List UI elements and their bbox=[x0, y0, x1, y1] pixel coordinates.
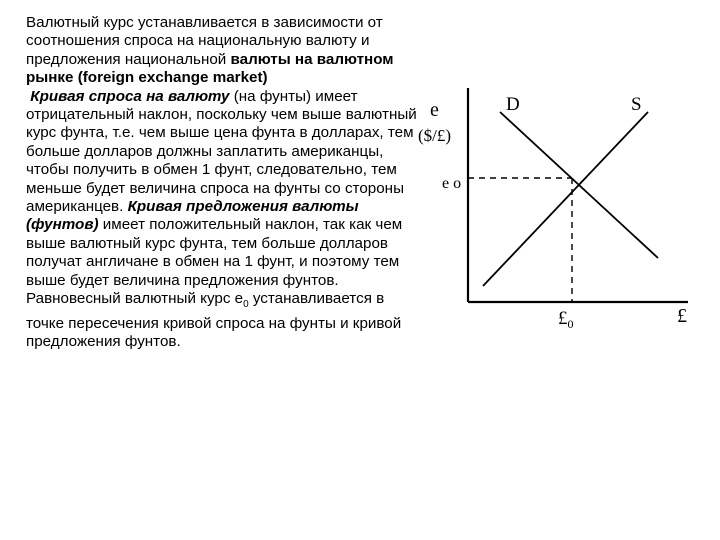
equilibrium-subscript: 0 bbox=[243, 299, 249, 311]
equilibrium-quantity-symbol: £ bbox=[558, 308, 568, 329]
demand-curve-text: (на фунты) имеет отрицательный наклон, поскольку чем выше валютный курс фунта, т.е. чем выше цена фунта в долларах, тем больше долларов должны заплатить американцы, чтобы получить в обмен 1 фунт, следовательно, тем меньше будет величина спроса на фунты со стороны американцев. bbox=[26, 87, 417, 216]
y-axis-unit: ($/£) bbox=[418, 126, 452, 145]
equilibrium-rate-label: e o bbox=[442, 175, 462, 192]
y-axis-label: e bbox=[430, 99, 439, 121]
supply-label: S bbox=[631, 94, 642, 115]
equilibrium-quantity-subscript: 0 bbox=[567, 317, 574, 331]
demand-label: D bbox=[506, 94, 520, 115]
supply-curve-text: имеет положительный наклон, так как чем выше валютный курс фунта, тем больше долларов получат англичане в обмен на 1 фунт, и поэтому тем выше будет величина предложения фунтов. Равновесный валютный курс e bbox=[26, 216, 403, 308]
supply-curve-term: Кривая предложения валюты (фунтов) bbox=[26, 198, 359, 234]
intro-bold-text: валюты на валютном рынке (foreign exchange market) bbox=[26, 50, 394, 87]
intro-text: Валютный курс устанавливается в зависимости от соотношения спроса на национальную валюту и предложения национальной bbox=[26, 14, 383, 68]
x-axis-label: £ bbox=[677, 305, 687, 327]
demand-curve-term: Кривая спроса на валюту bbox=[30, 87, 230, 105]
equilibrium-text: устанавливается в точке пересечения кривой спроса на фунты и кривой предложения фунтов. bbox=[26, 290, 402, 350]
supply-curve bbox=[483, 112, 648, 286]
equilibrium-quantity-label bbox=[558, 308, 574, 331]
